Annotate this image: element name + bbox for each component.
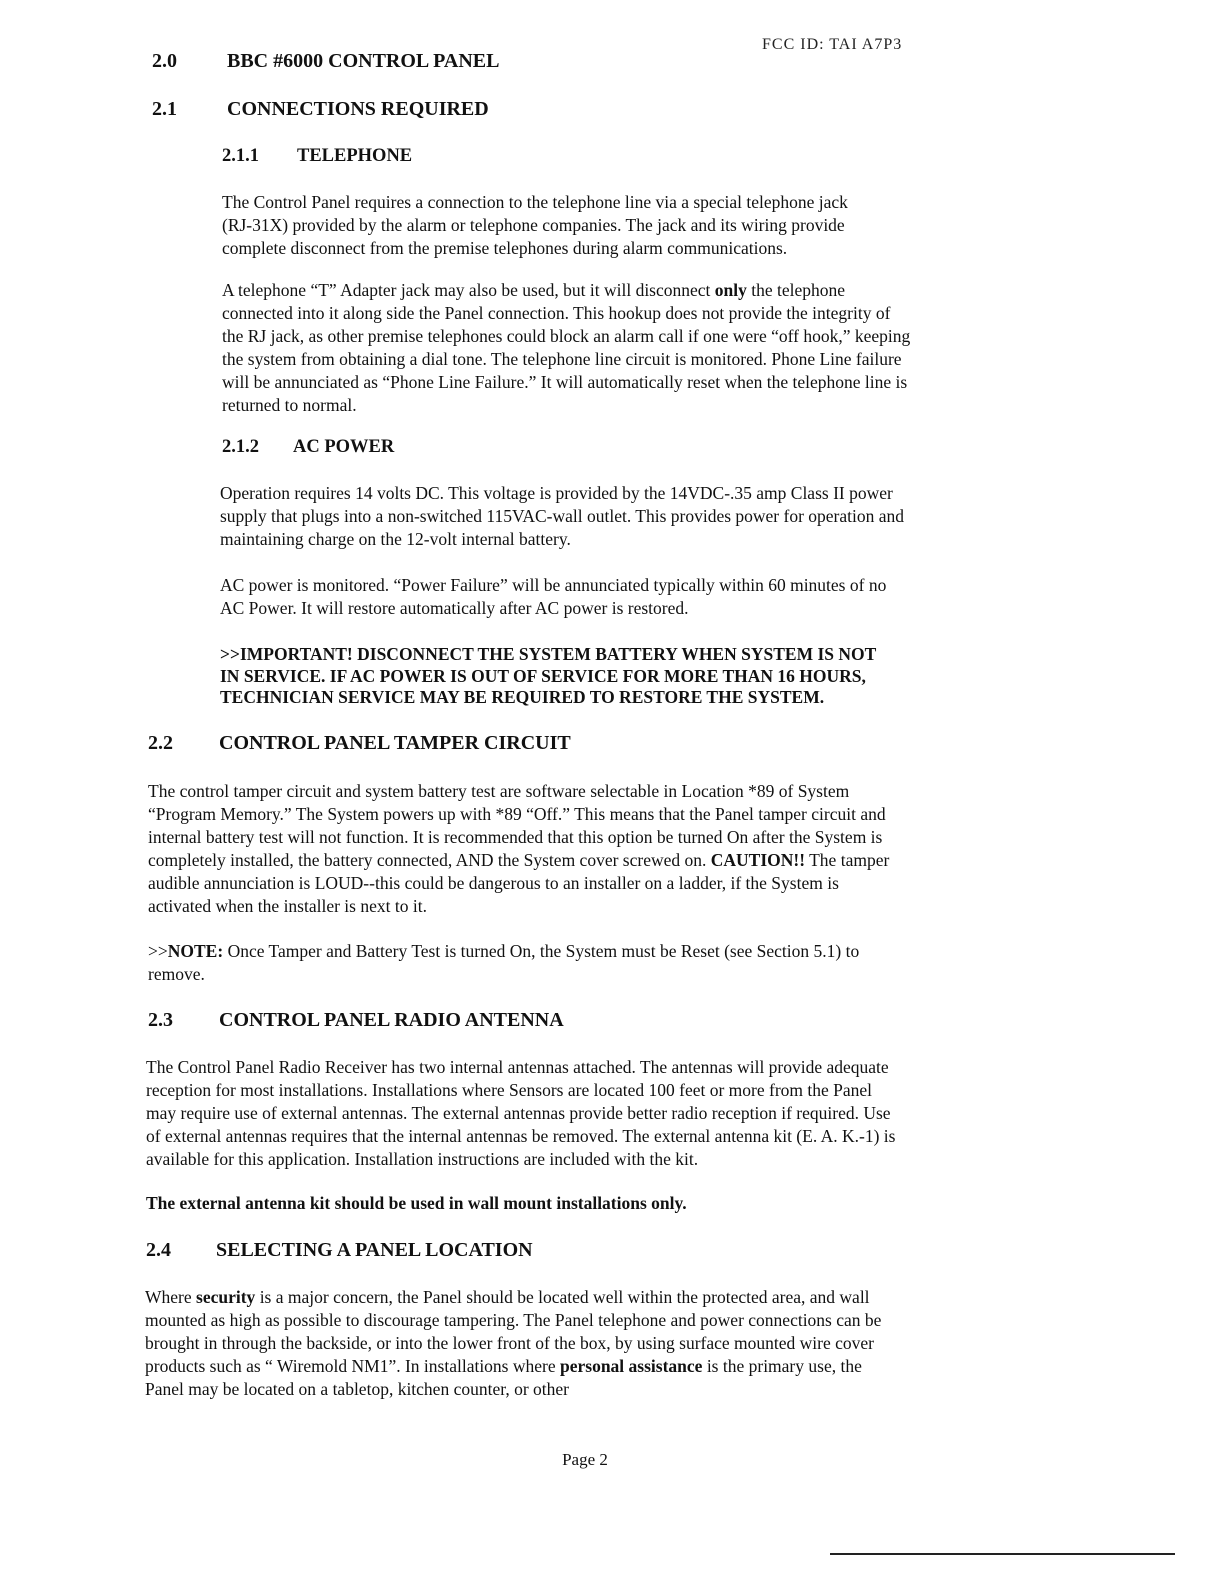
text-line: remove. [148, 964, 205, 984]
text-line: Panel may be located on a tabletop, kitchen counter, or other [145, 1379, 570, 1399]
text-line: mounted as high as possible to discourage tampering. The Panel telephone and power connections can be [145, 1310, 882, 1330]
text-line: maintaining charge on the 12-volt internal battery. [220, 529, 571, 549]
section-number: 2.1.1 [222, 146, 259, 166]
telephone-paragraph-1 [222, 191, 848, 260]
text-line: >>IMPORTANT! DISCONNECT THE SYSTEM BATTERY WHEN SYSTEM IS NOT [220, 644, 877, 664]
text-line: IN SERVICE. IF AC POWER IS OUT OF SERVICE FOR MORE THAN 16 HOURS, [220, 665, 866, 686]
section-2-3-heading [148, 1009, 564, 1032]
scan-artifact-line [830, 1553, 1175, 1555]
fcc-id: FCC ID: TAI A7P3 [762, 36, 903, 53]
section-title: TELEPHONE [297, 146, 413, 166]
antenna-bold-note: The external antenna kit should be used in wall mount installations only. [146, 1193, 687, 1213]
important-warning [220, 644, 876, 709]
text-line: the RJ jack, as other premise telephones could block an alarm call if one were “off hook,” keeping [222, 326, 911, 346]
ac-power-paragraph-2 [220, 574, 886, 620]
tamper-paragraph [148, 780, 889, 918]
section-number: 2.1 [152, 98, 177, 120]
text-line: The Control Panel Radio Receiver has two internal antennas attached. The antennas will provide adequate [146, 1057, 889, 1077]
bold-run: security [196, 1287, 256, 1307]
section-title: CONTROL PANEL RADIO ANTENNA [219, 1009, 564, 1031]
text-line: brought in through the backside, or into the lower front of the box, by using surface mounted wire cover [145, 1333, 874, 1353]
text-line: may require use of external antennas. The external antennas provide better radio reception if required. Use [146, 1103, 891, 1123]
section-title: SELECTING A PANEL LOCATION [216, 1239, 533, 1261]
section-2-1-heading [152, 98, 489, 121]
section-title: CONTROL PANEL TAMPER CIRCUIT [219, 732, 571, 754]
section-2-1-2-heading [222, 437, 394, 458]
text-run: is the primary use, the [702, 1356, 862, 1376]
antenna-paragraph [146, 1056, 895, 1171]
section-2-4-heading [146, 1239, 533, 1262]
text-line: complete disconnect from the premise telephones during alarm communications. [222, 238, 788, 258]
tamper-note [148, 940, 859, 986]
text-line: audible annunciation is LOUD--this could be dangerous to an installer on a ladder, if the System is [148, 873, 839, 893]
ac-power-paragraph-1 [220, 482, 904, 551]
section-2-1-1-heading [222, 146, 412, 167]
text-run: Where [145, 1287, 197, 1307]
section-number: 2.3 [148, 1009, 173, 1031]
text-line [145, 1286, 881, 1309]
text-line: The Control Panel requires a connection to the telephone line via a special telephone jack [222, 192, 848, 212]
telephone-paragraph-2 [222, 279, 910, 417]
section-number: 2.0 [152, 50, 177, 72]
text-run: is a major concern, the Panel should be located well within the protected area, and wall [255, 1287, 870, 1307]
text-line: returned to normal. [222, 395, 357, 415]
text-run: Once Tamper and Battery Test is turned On, the System must be Reset (see Section 5.1) to [223, 941, 860, 961]
section-title: CONNECTIONS REQUIRED [227, 98, 489, 120]
bold-run: only [714, 280, 747, 300]
text-line: supply that plugs into a non-switched 115VAC-wall outlet. This provides power for operation and [220, 506, 905, 526]
text-run: completely installed, the battery connected, AND the System cover screwed on. [148, 850, 711, 870]
location-paragraph [145, 1286, 881, 1401]
section-title: AC POWER [293, 437, 395, 457]
text-line: “Program Memory.” The System powers up with *89 “Off.” This means that the Panel tamper circuit and [148, 804, 886, 824]
text-line: of external antennas requires that the internal antennas be removed. The external antenna kit (E. A. K.-1) is [146, 1126, 896, 1146]
section-2-0-heading [152, 50, 499, 73]
text-line: Operation requires 14 volts DC. This voltage is provided by the 14VDC-.35 amp Class II power [220, 483, 893, 503]
text-run: >> [148, 941, 168, 961]
section-number: 2.1.2 [222, 437, 259, 457]
text-line [148, 849, 889, 872]
bold-run: NOTE: [167, 941, 224, 961]
text-line: will be annunciated as “Phone Line Failure.” It will automatically reset when the telephone line is [222, 372, 908, 392]
text-line: internal battery test will not function. It is recommended that this option be turned On after the System is [148, 827, 883, 847]
text-line: The control tamper circuit and system battery test are software selectable in Location *89 of System [148, 781, 850, 801]
text-line: activated when the installer is next to it. [148, 896, 427, 916]
bold-run: CAUTION!! [710, 850, 806, 870]
text-line: the system from obtaining a dial tone. The telephone line circuit is monitored. Phone Line failure [222, 349, 902, 369]
text-line: AC power is monitored. “Power Failure” will be annunciated typically within 60 minutes of no [220, 575, 887, 595]
bold-run: personal assistance [560, 1356, 703, 1376]
text-line [145, 1355, 881, 1378]
section-2-2-heading [148, 732, 571, 755]
text-line: reception for most installations. Installations where Sensors are located 100 feet or more from the Panel [146, 1080, 873, 1100]
text-run: The tamper [805, 850, 890, 870]
section-number: 2.2 [148, 732, 173, 754]
text-line: connected into it along side the Panel connection. This hookup does not provide the integrity of [222, 303, 891, 323]
text-line [222, 279, 910, 302]
page-number: Page 2 [562, 1450, 608, 1469]
text-run: products such as “ Wiremold NM1”. In installations where [145, 1356, 560, 1376]
text-run: A telephone “T” Adapter jack may also be used, but it will disconnect [222, 280, 715, 300]
text-line: (RJ-31X) provided by the alarm or telephone companies. The jack and its wiring provide [222, 215, 845, 235]
text-line: TECHNICIAN SERVICE MAY BE REQUIRED TO RESTORE THE SYSTEM. [220, 687, 825, 707]
section-number: 2.4 [146, 1239, 171, 1261]
text-run: the telephone [746, 280, 846, 300]
section-title: BBC #6000 CONTROL PANEL [227, 50, 500, 72]
text-line: AC Power. It will restore automatically after AC power is restored. [220, 598, 689, 618]
text-line: available for this application. Installation instructions are included with the kit. [146, 1149, 699, 1169]
text-line [148, 940, 859, 963]
